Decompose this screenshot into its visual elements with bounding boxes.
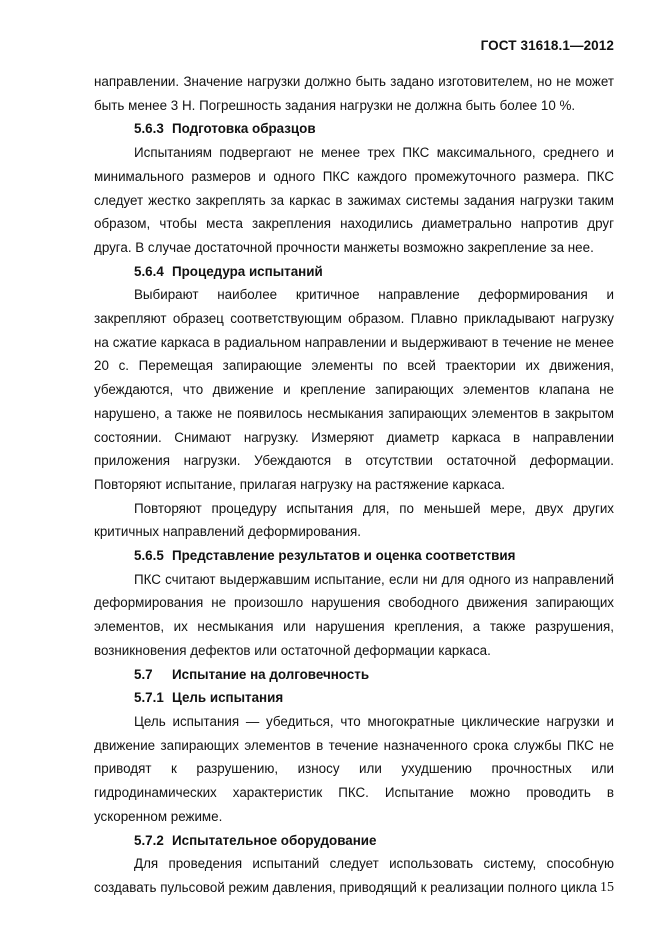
section-title: Цель испытания (172, 690, 284, 706)
section-heading-5-7-1 (94, 686, 614, 710)
paragraph: Испытаниям подвергают не менее трех ПКС максимального, среднего и минимального размеров и одного ПКС каждого промежуточного размера. ПКС следует жестко закреплять за каркас в зажимах системы задания нагрузки таким образом, чтобы места закрепления находились диаметрально напротив друг друга. В случае достаточной прочности манжеты возможно закрепление за нее. (94, 145, 614, 255)
document-body (94, 70, 614, 900)
section-number: 5.7.2 (134, 832, 164, 848)
section-heading-5-6-4 (94, 260, 614, 284)
section-number: 5.6.3 (134, 121, 164, 137)
paragraph: Выбирают наиболее критичное направление деформирования и закрепляют образец соответствующим образом. Плавно прикладывают нагрузку на сжатие каркаса в радиальном направлении и выдерживают в течение не менее 20 с. Перемещая запирающие элементы по всей траектории их движения, убеждаются, что движение и крепление запирающих элементов клапана не нарушено, а также не появилось несмыкания запирающих элементов в закрытом состоянии. Снимают нагрузку. Измеряют диаметр каркаса в направлении приложения нагрузки. Убеждаются в отсутствии остаточной деформации. Повторяют испытание, прилагая нагрузку на растяжение каркаса. (94, 287, 614, 492)
page-number: 15 (600, 880, 614, 895)
section-title: Представление результатов и оценка соответствия (172, 548, 516, 564)
standard-code-header: ГОСТ 31618.1—2012 (480, 38, 614, 53)
section-number: 5.7.1 (134, 690, 164, 706)
section-heading-5-7-2 (94, 829, 614, 853)
paragraph: направлении. Значение нагрузки должно быть задано изготовителем, но не может быть менее 3 Н. Погрешность задания нагрузки не должна быть более 10 %. (94, 74, 614, 113)
paragraph: ПКС считают выдержавшим испытание, если ни для одного из направлений деформирования не произошло нарушения свободного движения запирающих элементов, их несмыкания или нарушения крепления, а также разрушения, возникновения дефектов или остаточной деформации каркаса. (94, 571, 614, 658)
section-title: Испытание на долговечность (172, 666, 370, 682)
section-heading-5-7 (94, 663, 614, 687)
section-title: Подготовка образцов (172, 121, 316, 137)
paragraph: Цель испытания — убедиться, что многократные циклические нагрузки и движение запирающих элементов в течение назначенного срока службы ПКС не приводят к разрушению, износу или ухудшению прочностных или гидродинамических характеристик ПКС. Испытание можно проводить в ускоренном режиме. (94, 713, 614, 824)
section-number: 5.6.4 (134, 263, 164, 279)
section-heading-5-6-5 (94, 544, 614, 568)
section-heading-5-6-3 (94, 117, 614, 141)
section-number: 5.7 (134, 666, 153, 682)
paragraph: Для проведения испытаний следует использовать систему, способную создавать пульсовой режим давления, приводящий к реализации полного цикла (94, 856, 614, 895)
section-number: 5.6.5 (134, 548, 164, 564)
section-title: Испытательное оборудование (172, 832, 377, 848)
section-title: Процедура испытаний (172, 263, 323, 279)
paragraph: Повторяют процедуру испытания для, по меньшей мере, двух других критичных направлений деформирования. (94, 500, 614, 540)
